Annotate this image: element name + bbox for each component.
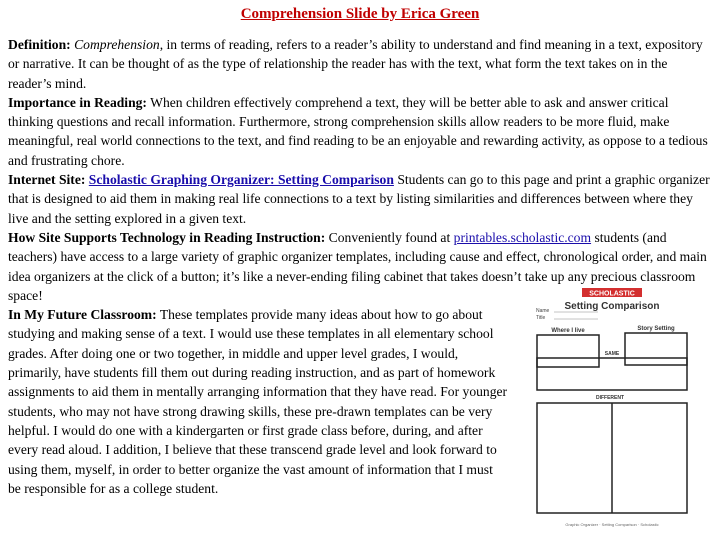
where-i-live-label: Where I live: [551, 328, 585, 334]
definition-text: , in terms of reading, refers to a reader’s ability to understand and find meaning in a text, expository or narrative. It can be thought of as the type of relationship the reader has with the text, what form the text takes on in the reader’s mind.: [8, 37, 703, 91]
story-setting-label: Story Setting: [637, 326, 675, 332]
importance-label: Importance in Reading:: [8, 94, 147, 110]
title-label: Title: [536, 315, 546, 321]
setting-comparison-worksheet: [528, 285, 704, 537]
scholastic-brand: SCHOLASTIC: [589, 290, 635, 298]
internet-site-paragraph: [8, 170, 712, 228]
setting-comparison-link[interactable]: Scholastic Graphing Organizer: Setting Comparison: [88, 172, 394, 188]
importance-text: When children effectively comprehend a text, they will be better able to ask and answer critical thinking questions and recall information. Furthermore, strong comprehension skills allow readers to be more fluid, make meaningful, real world connections to the text, and find reading to be an enjoyable and rewarding activity, as oppose to a tedious and frustrating chore.: [8, 94, 708, 168]
importance-paragraph: [8, 93, 712, 170]
definition-label: Definition:: [8, 37, 71, 52]
printables-link[interactable]: printables.scholastic.com: [453, 229, 592, 245]
classroom-text: These templates provide many ideas about how to go about studying and making sense of a text. I would use these templates in all elementary school grades. After doing one or two together, in middle and upper level grades, I would, primarily, have students fill them out during reading instruction, and as part of homework assignments to aid them in mentally arranging information that they have read. For younger students, who may not have strong drawing skills, these pre-drawn templates can be very helpful. I would do one with a kindergarten or first grade class before, during, and after every read aloud. I addition, I believe that these transcend grade level and look forward to using them, myself, in order to better organize the vast amount of information that I must be responsible for as a college student.: [8, 307, 508, 496]
technology-label: How Site Supports Technology in Reading Instruction:: [8, 229, 326, 245]
classroom-label: In My Future Classroom:: [8, 307, 157, 323]
worksheet-title: Setting Comparison: [564, 301, 660, 312]
name-label: Name: [536, 308, 550, 314]
definition-term: Comprehension: [74, 37, 160, 52]
internet-site-text: Students can go to this page and print a graphic organizer that is designed to aid them in making real life connections to a text by listing similarities and differences between where they live and the setting explored in a given text.: [8, 172, 710, 226]
technology-text-before: Conveniently found at: [328, 229, 451, 245]
internet-site-label: Internet Site:: [8, 172, 86, 188]
slide-title: Comprehension Slide by Erica Green: [240, 6, 480, 22]
same-label: SAME: [604, 351, 620, 357]
definition-paragraph: [8, 35, 712, 93]
classroom-paragraph: [8, 305, 508, 498]
different-label: DIFFERENT: [595, 395, 625, 401]
worksheet-footer: Graphic Organizer · Setting Comparison · Scholastic: [565, 522, 659, 527]
technology-text-after: students (and teachers) have access to a large variety of graphic organizer templates, including cause and effect, chronological order, and main idea organizers at the click of a button; it’s like a never-ending filing cabinet that takes doesn’t take up any precious classroom space!: [8, 229, 707, 303]
